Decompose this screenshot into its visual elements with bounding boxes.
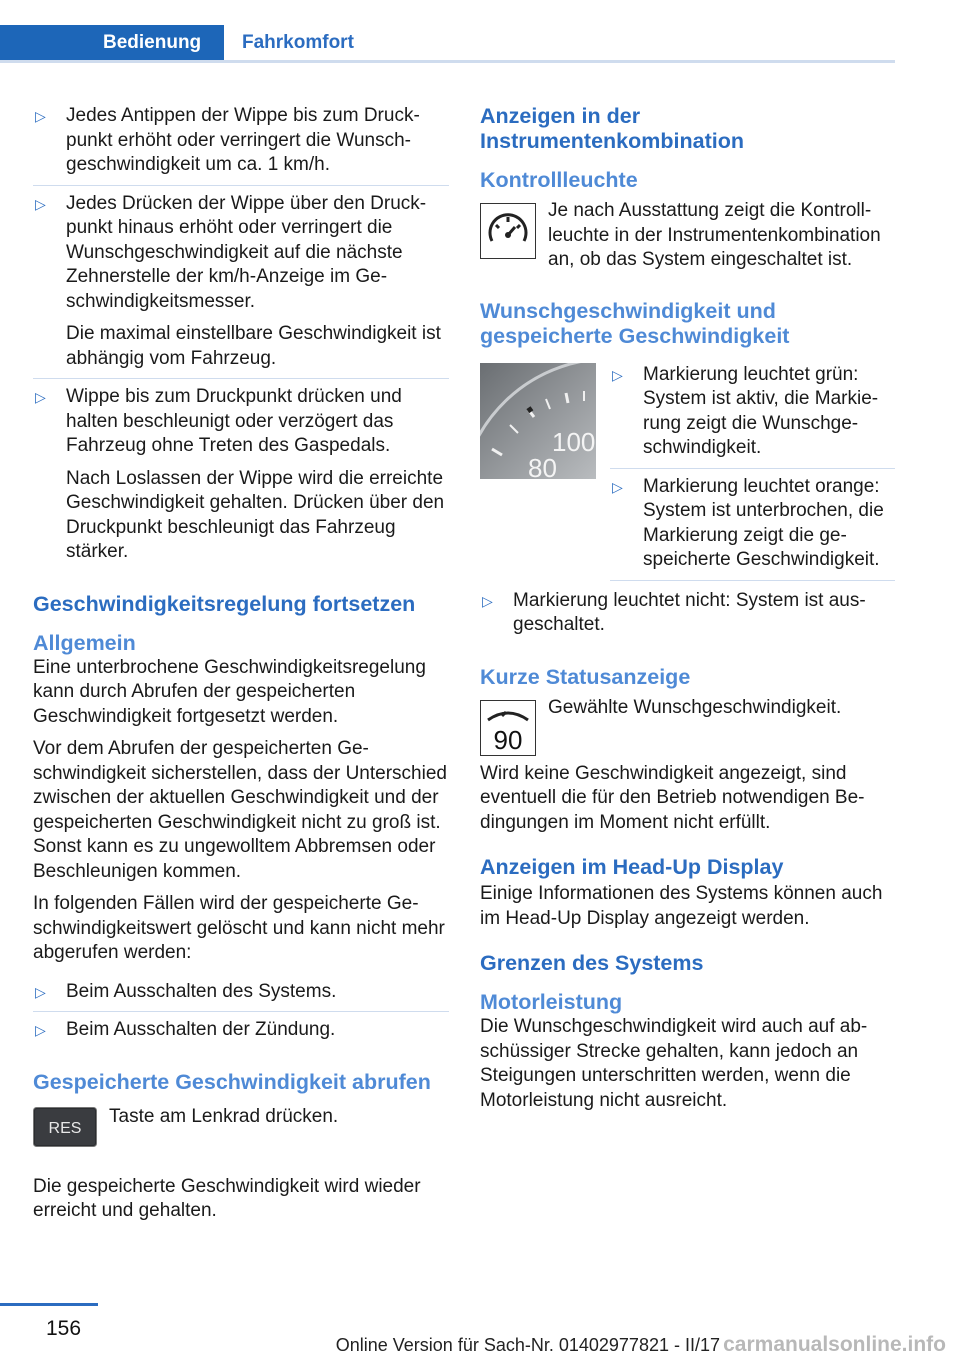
triangle-bullet-icon: ▷ bbox=[612, 478, 623, 495]
section-heading-display: Anzeigen in der Instrumentenkombination bbox=[480, 104, 744, 153]
cruise-control-indicator-icon bbox=[480, 203, 536, 259]
paragraph: Gewählte Wunschgeschwindigkeit. bbox=[548, 696, 842, 718]
paragraph: Eine unterbrochene Geschwindigkeitsregelung kann durch Abrufen der gespeicherten Geschwindigkeit fortgesetzt werden. bbox=[33, 656, 426, 727]
subheading-recall: Gespeicherte Geschwindigkeit abrufen bbox=[33, 1069, 431, 1094]
footer-divider bbox=[0, 1303, 98, 1306]
list-item-note: Die maximal einstellbare Geschwindigkeit ist abhängig vom Fahrzeug. bbox=[66, 323, 441, 369]
list-item: ▷ Beim Ausschalten des Systems. bbox=[33, 974, 449, 1013]
speed-marker-row bbox=[480, 363, 895, 581]
triangle-bullet-icon: ▷ bbox=[612, 366, 623, 383]
subheading-engine: Motorleistung bbox=[480, 990, 623, 1014]
speedometer-image bbox=[480, 363, 596, 484]
header-divider bbox=[0, 60, 895, 63]
res-button-icon bbox=[33, 1107, 97, 1147]
gauge-label-80: 80 bbox=[528, 452, 557, 479]
res-button-label: RES bbox=[48, 1119, 82, 1137]
subheading-desired-speed: Wunschgeschwindigkeit und gespeicherte Geschwindigkeit bbox=[480, 298, 790, 348]
subheading-general: Allgemein bbox=[33, 630, 136, 655]
left-column bbox=[33, 104, 449, 1232]
triangle-bullet-icon: ▷ bbox=[35, 389, 46, 405]
section-heading-limits: Grenzen des Systems bbox=[480, 951, 704, 975]
subheading-indicator: Kontrollleuchte bbox=[480, 168, 638, 192]
paragraph: Die gespeicherte Geschwindigkeit wird wieder erreicht und gehalten. bbox=[33, 1175, 421, 1221]
tab-bedienung[interactable]: Bedienung bbox=[0, 25, 224, 61]
triangle-bullet-icon: ▷ bbox=[35, 108, 46, 124]
section-heading-hud: Anzeigen im Head-Up Display bbox=[480, 855, 784, 879]
list-item-note: Nach Loslassen der Wippe wird die erreichte Geschwindigkeit gehalten. Drücken über den Druckpunkt beschleunigt das Fahrzeug stärker. bbox=[66, 467, 445, 562]
status-row bbox=[480, 696, 895, 756]
list-item: ▷ Markierung leuchtet orange: System ist unterbrochen, die Markierung zeigt die gespeicherte Geschwindigkeit. bbox=[610, 469, 895, 581]
paragraph: In folgenden Fällen wird der gespeicherte Geschwindigkeitswert gelöscht und kann nicht mehr abgerufen werden: bbox=[33, 893, 445, 963]
speed-status-icon bbox=[480, 700, 536, 756]
list-item: ▷ Markierung leuchtet grün: System ist aktiv, die Markierung zeigt die Wunschgeschwindigkeit. bbox=[610, 363, 895, 469]
paragraph: Taste am Lenkrad drücken. bbox=[109, 1105, 339, 1127]
deletion-cases-list bbox=[33, 974, 449, 1050]
paragraph: Einige Informationen des Systems können auch im Head-Up Display angezeigt werden. bbox=[480, 883, 883, 929]
list-item: ▷ Jedes Antippen der Wippe bis zum Druckpunkt erhöht oder verringert die Wunschgeschwindigkeit um ca. 1 km/h. bbox=[33, 104, 449, 186]
page-number: 156 bbox=[46, 1317, 82, 1340]
tab-fahrkomfort[interactable]: Fahrkomfort bbox=[224, 25, 372, 61]
chapter-tabs bbox=[0, 25, 372, 61]
marker-off-list bbox=[480, 581, 895, 645]
rocker-switch-list bbox=[33, 104, 449, 572]
indicator-row bbox=[480, 199, 895, 273]
paragraph: Die Wunschgeschwindigkeit wird auch auf abschüssiger Strecke gehalten, kann jedoch an Steigungen unterschritten werden, wenn die Motorleistung nicht ausreicht. bbox=[480, 1016, 868, 1111]
res-button-row bbox=[33, 1103, 449, 1163]
list-item: ▷ Wippe bis zum Druckpunkt drücken und halten beschleunigt oder verzögert das Fahrzeug ohne Treten des Gaspedals. Nach Loslassen der Wippe wird die erreichte Geschwindigkeit gehalten. Drücken über den Druckpunkt beschleunigt das Fahrzeug stärker. bbox=[33, 379, 449, 572]
paragraph: Vor dem Abrufen der gespeicherten Geschwindigkeit sicherstellen, dass der Unterschied zwischen der aktuellen Geschwindigkeit und der gespeicherten Geschwindigkeit nicht zu groß ist. Sonst kann es zu ungewolltem Abbremsen oder Beschleunigen kommen. bbox=[33, 738, 447, 882]
list-item: ▷ Markierung leuchtet nicht: System ist ausgeschaltet. bbox=[482, 589, 866, 635]
triangle-bullet-icon: ▷ bbox=[482, 592, 493, 609]
marker-status-list bbox=[610, 363, 895, 581]
triangle-bullet-icon: ▷ bbox=[35, 983, 46, 1000]
paragraph: Wird keine Geschwindigkeit angezeigt, sind eventuell die für den Betrieb notwendigen Bedingungen im Moment nicht erfüllt. bbox=[480, 762, 865, 833]
watermark: carmanualsonline.info bbox=[723, 1333, 946, 1356]
triangle-bullet-icon: ▷ bbox=[35, 195, 46, 212]
list-item: ▷ Beim Ausschalten der Zündung. bbox=[33, 1012, 449, 1050]
gauge-label-100: 100 bbox=[552, 426, 596, 457]
paragraph: Je nach Ausstattung zeigt die Kontrollleuchte in der Instrumentenkombination an, ob das System eingeschaltet ist. bbox=[548, 200, 881, 270]
right-column bbox=[480, 104, 895, 1121]
section-heading-resume: Geschwindigkeitsregelung fortsetzen bbox=[33, 591, 416, 616]
subheading-status: Kurze Statusanzeige bbox=[480, 664, 691, 689]
list-item: ▷ Jedes Drücken der Wippe über den Druckpunkt hinaus erhöht oder verringert die Wunschgeschwindigkeit auf die nächste Zehnerstelle der km/h-Anzeige im Geschwindigkeitsmesser. Die maximal einstellbare Geschwindigkeit ist abhängig vom Fahrzeug. bbox=[33, 186, 449, 380]
online-version-note: Online Version für Sach-Nr. 01402977821 - II/17 bbox=[335, 1335, 720, 1355]
triangle-bullet-icon: ▷ bbox=[35, 1022, 46, 1038]
status-speed-value: 90 bbox=[493, 724, 523, 755]
